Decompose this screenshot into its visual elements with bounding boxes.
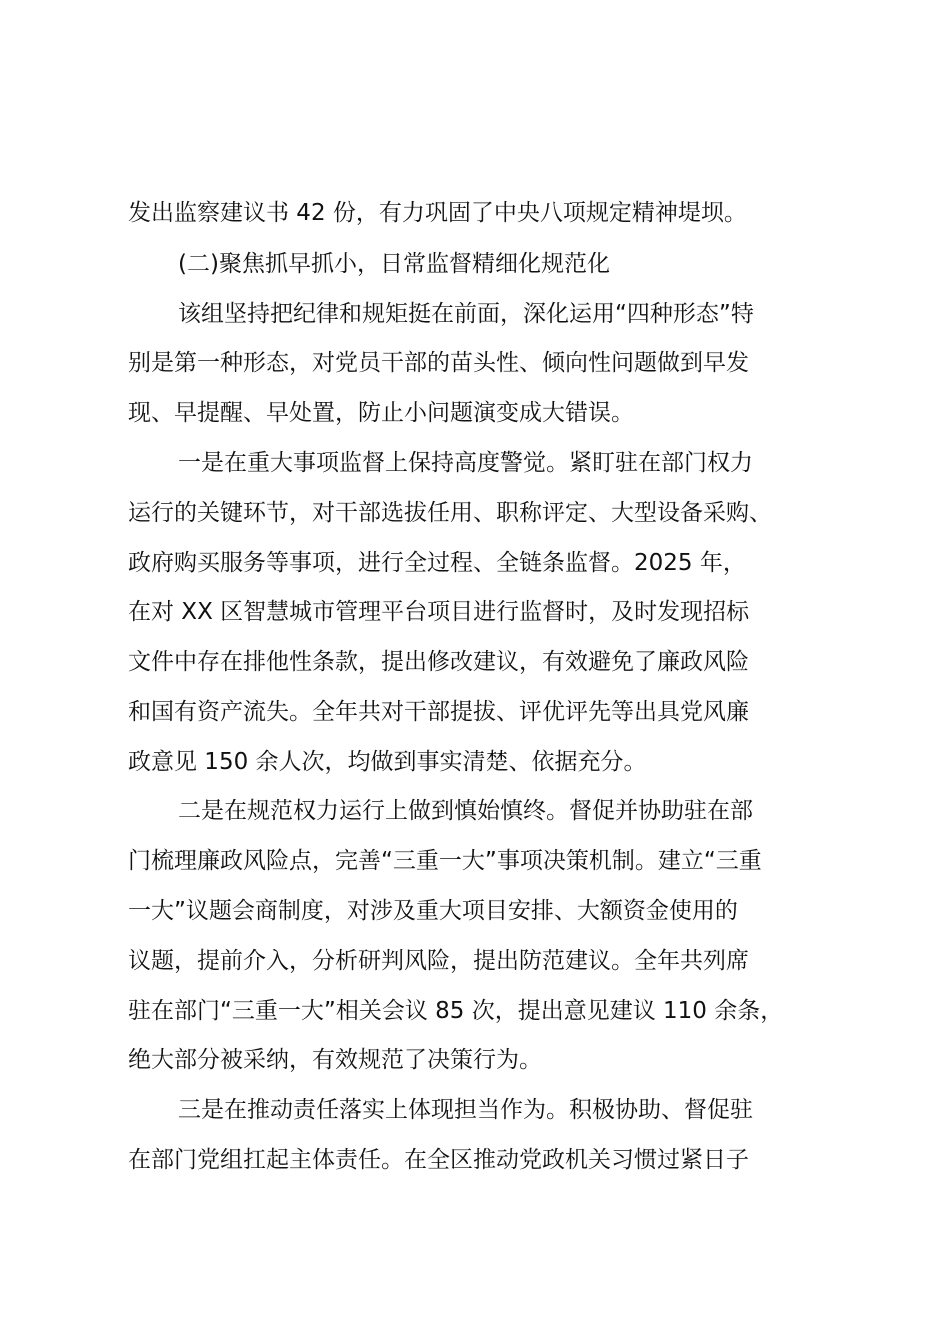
text-line: 政府购买服务等事项，进行全过程、全链条监督。2025 年，: [128, 550, 746, 576]
section-heading: (二)聚焦抓早抓小，日常监督精细化规范化: [178, 251, 610, 277]
text-line: 门梳理廉政风险点，完善“三重一大”事项决策机制。建立“三重: [128, 848, 762, 874]
text-line: 在对 XX 区智慧城市管理平台项目进行监督时，及时发现招标: [128, 599, 750, 625]
text-line: 一大”议题会商制度，对涉及重大项目安排、大额资金使用的: [128, 898, 738, 924]
text-line: 绝大部分被采纳，有效规范了决策行为。: [128, 1047, 542, 1073]
text-line: 发出监察建议书 42 份，有力巩固了中央八项规定精神堤坝。: [128, 200, 747, 226]
text-line: 议题，提前介入，分析研判风险，提出防范建议。全年共列席: [128, 948, 749, 974]
text-line: 别是第一种形态，对党员干部的苗头性、倾向性问题做到早发: [128, 350, 749, 376]
text-line: 该组坚持把纪律和规矩挺在前面，深化运用“四种形态”特: [178, 301, 754, 327]
text-line: 在部门党组扛起主体责任。在全区推动党政机关习惯过紧日子: [128, 1147, 749, 1173]
text-line: 一是在重大事项监督上保持高度警觉。紧盯驻在部门权力: [178, 450, 753, 476]
text-line: 运行的关键环节，对干部选拔任用、职称评定、大型设备采购、: [128, 500, 772, 526]
text-line: 现、早提醒、早处置，防止小问题演变成大错误。: [128, 400, 634, 426]
text-line: 文件中存在排他性条款，提出修改建议，有效避免了廉政风险: [128, 649, 749, 675]
text-line: 二是在规范权力运行上做到慎始慎终。督促并协助驻在部: [178, 798, 753, 824]
text-line: 三是在推动责任落实上体现担当作为。积极协助、督促驻: [178, 1097, 753, 1123]
text-line: 政意见 150 余人次，均做到事实清楚、依据充分。: [128, 749, 647, 775]
text-line: 和国有资产流失。全年共对干部提拔、评优评先等出具党风廉: [128, 699, 749, 725]
text-line: 驻在部门“三重一大”相关会议 85 次，提出意见建议 110 余条，: [128, 998, 784, 1024]
